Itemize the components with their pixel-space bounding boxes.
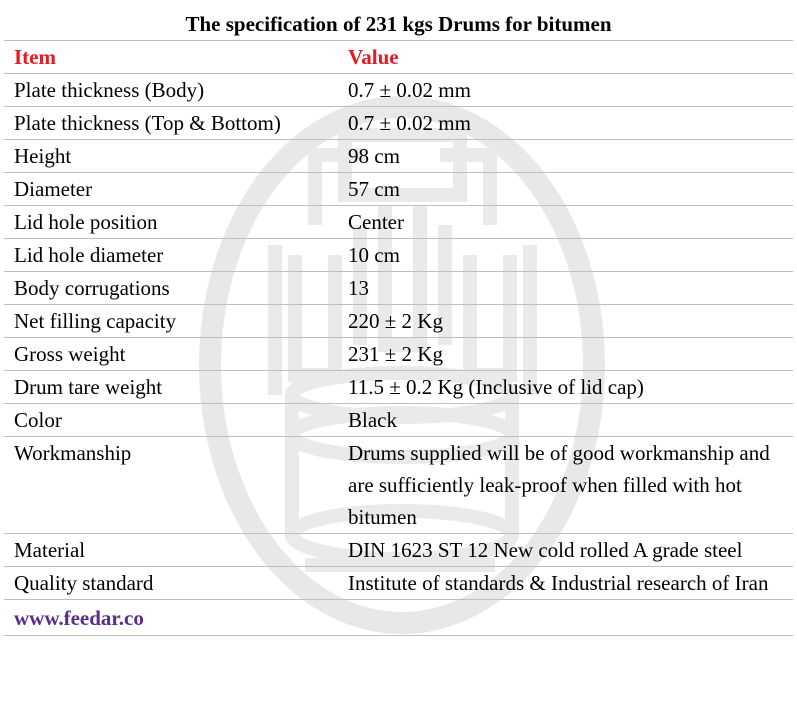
table-row [4,305,793,338]
row-item: Net filling capacity [4,305,338,338]
row-value: 98 cm [338,140,793,173]
table-row [4,371,793,404]
specification-table [4,8,793,636]
row-item: Color [4,404,338,437]
table-title: The specification of 231 kgs Drums for bitumen [4,8,793,41]
table-row [4,567,793,600]
row-value: Center [338,206,793,239]
table-footer-row [4,600,793,636]
row-value: DIN 1623 ST 12 New cold rolled A grade steel [338,534,793,567]
row-item: Material [4,534,338,567]
row-value: 57 cm [338,173,793,206]
row-item: Quality standard [4,567,338,600]
row-value: 0.7 ± 0.02 mm [338,107,793,140]
row-value: 13 [338,272,793,305]
row-value: 220 ± 2 Kg [338,305,793,338]
row-item: Plate thickness (Top & Bottom) [4,107,338,140]
table-row [4,140,793,173]
row-item: Lid hole position [4,206,338,239]
website-link[interactable]: www.feedar.co [4,600,793,636]
table-header-row [4,41,793,74]
table-row [4,437,793,534]
row-item: Diameter [4,173,338,206]
row-item: Drum tare weight [4,371,338,404]
table-row [4,206,793,239]
table-row [4,272,793,305]
row-item: Body corrugations [4,272,338,305]
table-row [4,107,793,140]
table-title-row [4,8,793,41]
row-value: Institute of standards & Industrial research of Iran [338,567,793,600]
row-item: Lid hole diameter [4,239,338,272]
table-row [4,74,793,107]
header-value: Value [338,41,793,74]
row-value: 0.7 ± 0.02 mm [338,74,793,107]
row-item: Height [4,140,338,173]
row-value: 11.5 ± 0.2 Kg (Inclusive of lid cap) [338,371,793,404]
table-row [4,404,793,437]
row-value: Black [338,404,793,437]
row-value: Drums supplied will be of good workmanship and are sufficiently leak-proof when filled with hot bitumen [338,437,793,534]
table-row [4,173,793,206]
header-item: Item [4,41,338,74]
row-item: Workmanship [4,437,338,534]
table-row [4,534,793,567]
row-item: Gross weight [4,338,338,371]
row-value: 10 cm [338,239,793,272]
table-row [4,239,793,272]
row-item: Plate thickness (Body) [4,74,338,107]
table-row [4,338,793,371]
row-value: 231 ± 2 Kg [338,338,793,371]
